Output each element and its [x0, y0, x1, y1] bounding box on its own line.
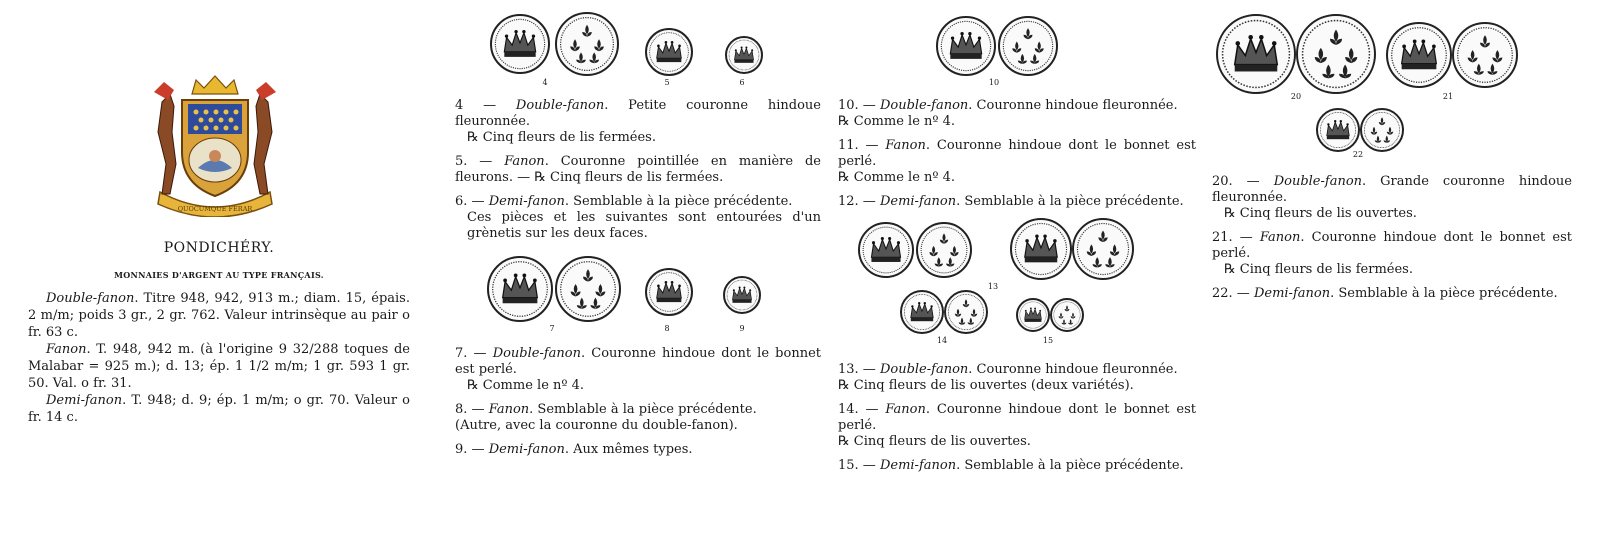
coin-21-obverse	[1386, 22, 1452, 88]
coin-14-obverse	[900, 290, 944, 334]
coin-6	[725, 36, 763, 74]
coin-14-reverse	[944, 290, 988, 334]
entry-11: 11. — Fanon. Couronne hindoue dont le bonnet est perlé. ℞ Comme le nº 4.	[838, 138, 1196, 185]
coin-plate-7-9	[455, 250, 821, 342]
coin-5	[645, 28, 693, 76]
figure-number: 13	[987, 282, 999, 291]
entry-13: 13. — Double-fanon. Couronne hindoue fleuronnée. ℞ Cinq fleurs de lis ouvertes (deux variétés).	[838, 362, 1178, 393]
coin-4-reverse	[555, 12, 619, 76]
entry-21: 21. — Fanon. Couronne hindoue dont le bonnet est perlé. ℞ Cinq fleurs de lis fermées.	[1212, 230, 1572, 277]
entry-5: 5. — Fanon. Couronne pointillée en manière de fleurons. — ℞ Cinq fleurs de lis fermées.	[455, 154, 821, 185]
demi-fanon-description: Demi-fanon. T. 948; d. 9; ép. 1 m/m; o gr. 70. Valeur o fr. 14 c.	[28, 393, 410, 425]
figure-number: 22	[1352, 150, 1364, 159]
entry-8: 8. — Fanon. Semblable à la pièce précédente. (Autre, avec la couronne du double-fanon).	[455, 402, 757, 433]
entry-7: 7. — Double-fanon. Couronne hindoue dont le bonnet est perlé. ℞ Comme le nº 4.	[455, 346, 821, 393]
coin-plate-13-15	[838, 218, 1196, 358]
entry-10: 10. — Double-fanon. Couronne hindoue fleuronnée. ℞ Comme le nº 4.	[838, 98, 1178, 129]
figure-number: 7	[549, 324, 555, 333]
coin-9	[723, 276, 761, 314]
column-coins-10-15	[838, 0, 1196, 482]
coin-20-reverse	[1296, 14, 1376, 94]
coin-4-obverse	[490, 14, 550, 74]
figure-number: 14	[936, 336, 948, 345]
coin-15-reverse	[1050, 298, 1084, 332]
figure-number: 4	[542, 78, 548, 87]
motto-text: QUOCUMQUE FERAR	[177, 205, 253, 213]
figure-number: 6	[739, 78, 745, 87]
figure-number: 9	[739, 324, 745, 333]
entry-22: 22. — Demi-fanon. Semblable à la pièce précédente.	[1212, 286, 1558, 301]
coat-of-arms-pondichery	[140, 72, 290, 217]
coin-7-reverse	[555, 256, 621, 322]
figure-number: 8	[664, 324, 670, 333]
column-coins-4-9	[455, 0, 821, 466]
coin-20-obverse	[1216, 14, 1296, 94]
figure-number: 5	[664, 78, 670, 87]
coin-13b-obverse	[1010, 218, 1072, 280]
entry-14: 14. — Fanon. Couronne hindoue dont le bonnet est perlé. ℞ Cinq fleurs de lis ouvertes.	[838, 402, 1196, 449]
coin-15-obverse	[1016, 298, 1050, 332]
figure-number: 21	[1442, 92, 1454, 101]
coin-plate-4-6	[455, 0, 821, 90]
column-coins-20-22	[1212, 0, 1572, 310]
denomination-descriptions	[28, 290, 410, 426]
entry-6: 6. — Demi-fanon. Semblable à la pièce précédente. Ces pièces et les suivantes sont entourées d'un grènetis sur les deux faces.	[455, 194, 821, 241]
section-subtitle: MONNAIES D'ARGENT AU TYPE FRANÇAIS.	[114, 270, 324, 280]
entry-4: 4 — Double-fanon. Petite couronne hindoue fleuronnée. ℞ Cinq fleurs de lis fermées.	[455, 98, 821, 145]
coin-10-reverse	[998, 16, 1058, 76]
coin-13b-reverse	[1072, 218, 1134, 280]
entry-20: 20. — Double-fanon. Grande couronne hindoue fleuronnée. ℞ Cinq fleurs de lis ouvertes.	[1212, 174, 1572, 221]
coin-22-reverse	[1360, 108, 1404, 152]
entry-12: 12. — Demi-fanon. Semblable à la pièce précédente.	[838, 194, 1184, 209]
coin-21-reverse	[1452, 22, 1518, 88]
entry-9: 9. — Demi-fanon. Aux mêmes types.	[455, 442, 693, 457]
fanon-description: Fanon. T. 948, 942 m. (à l'origine 9 32/288 toques de Malabar = 925 m.); d. 13; ép. 1 1/2 m/m; 1 gr. 593 1 gr. 50. Val. o fr. 31.	[28, 342, 410, 391]
coin-13a-obverse	[858, 222, 914, 278]
figure-number: 20	[1290, 92, 1302, 101]
coin-10-obverse	[936, 16, 996, 76]
coin-8	[645, 268, 693, 316]
entry-15: 15. — Demi-fanon. Semblable à la pièce précédente.	[838, 458, 1184, 473]
double-fanon-description: Double-fanon. Titre 948, 942, 913 m.; diam. 15, épais. 2 m/m; poids 3 gr., 2 gr. 762. Valeur intrinsèque au pair o fr. 63 c.	[28, 291, 410, 340]
coin-7-obverse	[487, 256, 553, 322]
figure-number: 15	[1042, 336, 1054, 345]
coin-plate-10	[838, 0, 1196, 90]
coin-22-obverse	[1316, 108, 1360, 152]
coin-plate-20-22	[1212, 0, 1572, 160]
page-title: PONDICHÉRY.	[163, 240, 275, 256]
coin-13a-reverse	[916, 222, 972, 278]
figure-number: 10	[988, 78, 1000, 87]
